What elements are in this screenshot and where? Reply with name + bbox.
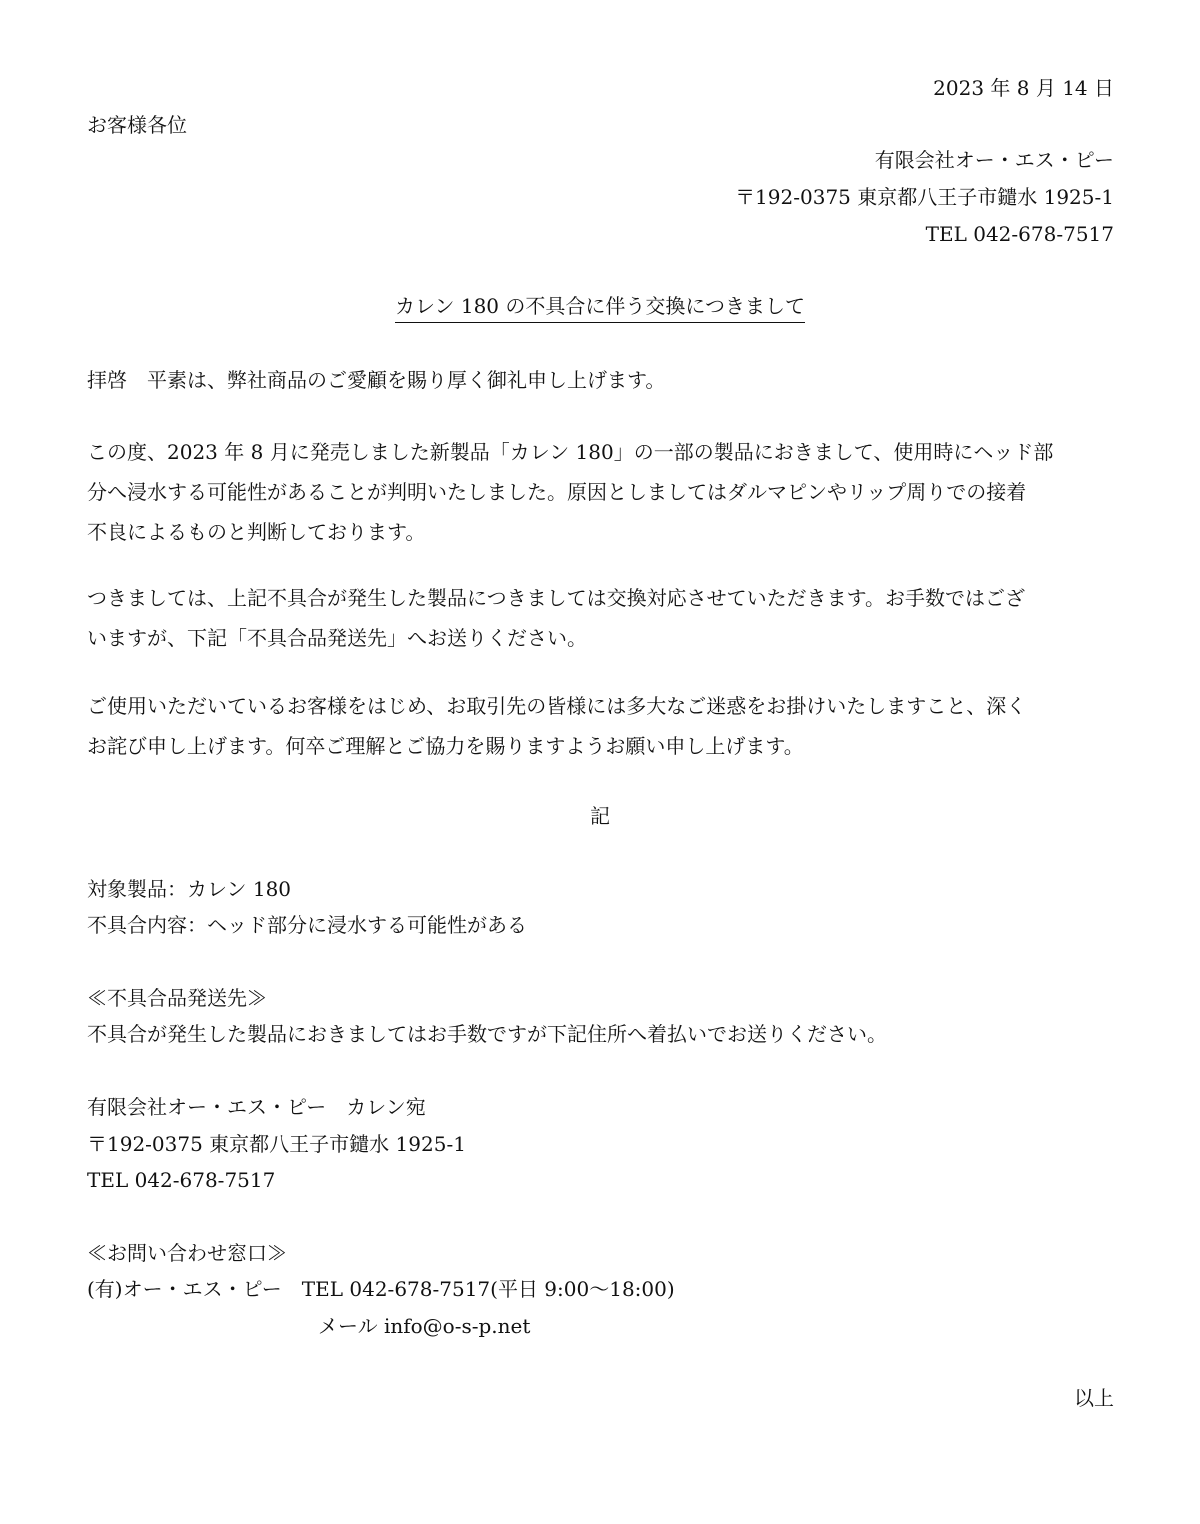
paragraph-2 <box>87 578 1117 658</box>
greeting: 拝啓 平素は、弊社商品のご愛顧を賜り厚く御礼申し上げます。 <box>87 368 666 392</box>
paragraph-1-line: 不良によるものと判断しております。 <box>87 520 426 544</box>
ki-heading: 記 <box>590 804 610 828</box>
closing: 以上 <box>1074 1386 1114 1410</box>
paragraph-3-line: お詫び申し上げます。何卒ご理解とご協力を賜りますようお願い申し上げます。 <box>87 734 804 758</box>
contact-heading: ≪お問い合わせ窓口≫ <box>87 1241 287 1265</box>
contact-email: メール info@o-s-p.net <box>318 1314 531 1338</box>
shipping-tel: TEL 042-678-7517 <box>87 1168 276 1192</box>
shipping-note: 不具合が発生した製品におきましてはお手数ですが下記住所へ着払いでお送りください。 <box>87 1022 887 1046</box>
document-date: 2023 年 8 月 14 日 <box>933 76 1114 100</box>
document-title: カレン 180 の不具合に伴う交換につきまして <box>395 296 805 323</box>
paragraph-3-line: ご使用いただいているお客様をはじめ、お取引先の皆様には多大なご迷惑をお掛けいたしますこと、深く <box>87 694 1027 718</box>
sender-tel: TEL 042-678-7517 <box>925 222 1114 246</box>
paragraph-2-line: いますが、下記「不具合品発送先」へお送りください。 <box>87 626 587 650</box>
target-product: 対象製品：カレン 180 <box>87 877 292 901</box>
title-row <box>0 296 1200 323</box>
shipping-address: 〒192-0375 東京都八王子市鑓水 1925-1 <box>87 1132 466 1156</box>
sender-address: 〒192-0375 東京都八王子市鑓水 1925-1 <box>735 185 1114 209</box>
shipping-company: 有限会社オー・エス・ピー カレン宛 <box>87 1095 426 1119</box>
shipping-heading: ≪不具合品発送先≫ <box>87 986 267 1010</box>
contact-phone: (有)オー・エス・ピー TEL 042-678-7517(平日 9:00～18:00) <box>87 1277 675 1301</box>
paragraph-1-line: この度、2023 年 8 月に発売しました新製品「カレン 180」の一部の製品におきまして、使用時にヘッド部 <box>87 440 1054 464</box>
paragraph-3 <box>87 686 1117 766</box>
paragraph-1 <box>87 432 1117 552</box>
defect-description: 不具合内容：ヘッド部分に浸水する可能性がある <box>87 913 527 937</box>
paragraph-2-line: つきましては、上記不具合が発生した製品につきましては交換対応させていただきます。お手数ではござ <box>87 586 1025 610</box>
sender-company: 有限会社オー・エス・ピー <box>874 148 1114 172</box>
paragraph-1-line: 分へ浸水する可能性があることが判明いたしました。原因としましてはダルマピンやリップ周りでの接着 <box>87 480 1027 504</box>
recipient: お客様各位 <box>87 113 187 137</box>
